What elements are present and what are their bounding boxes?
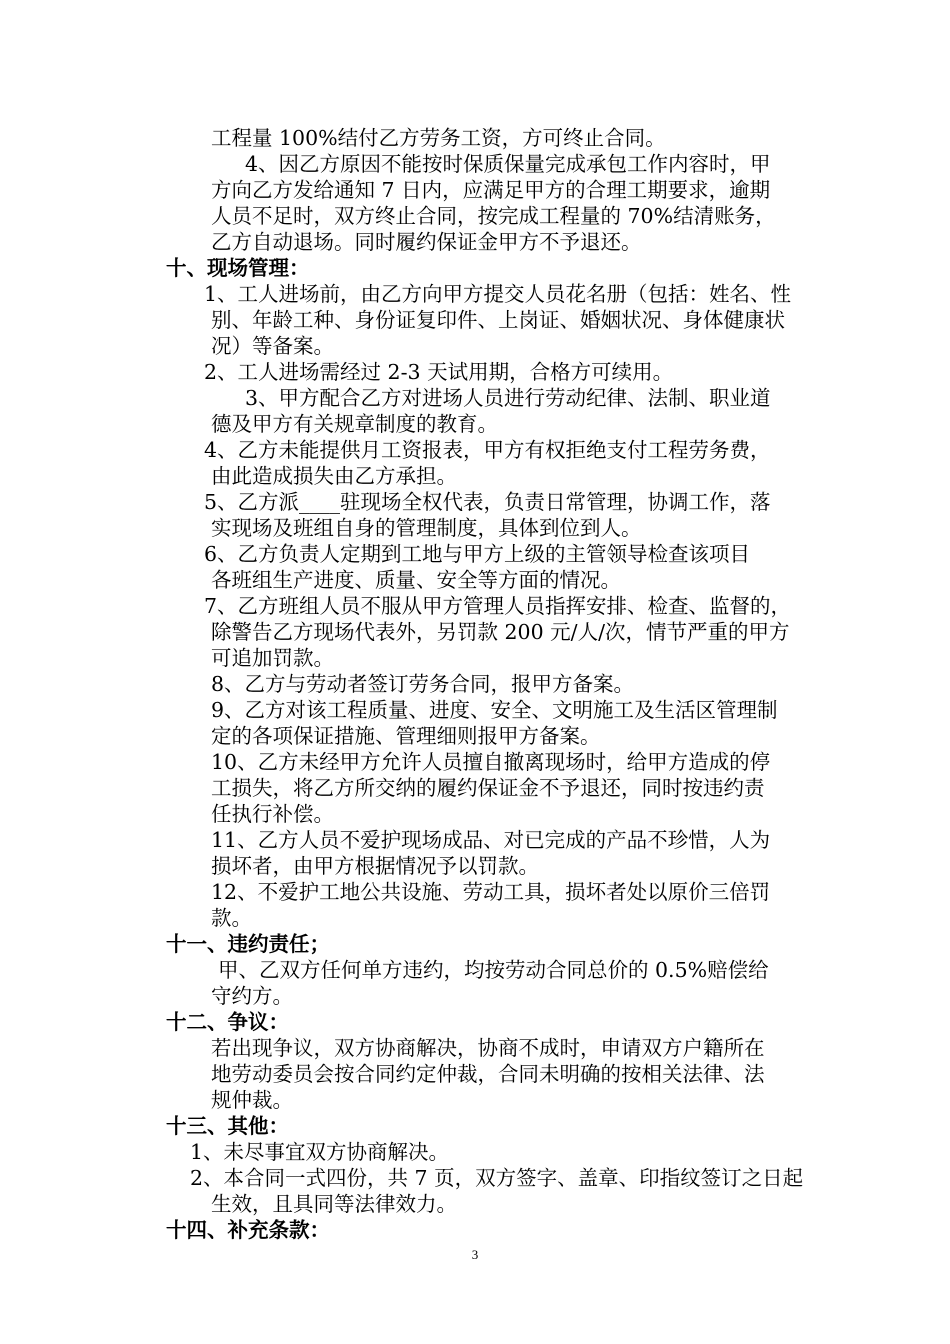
section-heading-10: 十、现场管理： [166,256,310,280]
text-line: 实现场及班组自身的管理制度，具体到位到人。 [211,516,642,540]
text-line: 德及甲方有关规章制度的教育。 [211,412,498,436]
text-line: 1、工人进场前，由乙方向甲方提交人员花名册（包括：姓名、性 [204,282,792,306]
text-line: 9、乙方对该工程质量、进度、安全、文明施工及生活区管理制 [211,698,778,722]
text-line: 除警告乙方现场代表外，另罚款 200 元/人/次，情节严重的甲方 [211,620,790,644]
text-line: 8、乙方与劳动者签订劳务合同，报甲方备案。 [211,672,635,696]
text-line: 7、乙方班组人员不服从甲方管理人员指挥安排、检查、监督的， [204,594,792,618]
text-line: 任执行补偿。 [211,802,334,826]
text-line: 由此造成损失由乙方承担。 [211,464,457,488]
text-line: 4、乙方未能提供月工资报表，甲方有权拒绝支付工程劳务费， [204,438,771,462]
section-heading-14: 十四、补充条款： [166,1218,330,1242]
text-line: 人员不足时，双方终止合同，按完成工程量的 70%结清账务， [211,204,776,228]
section-heading-12: 十二、争议： [166,1010,289,1034]
text-line: 工损失，将乙方所交纳的履约保证金不予退还，同时按违约责 [211,776,765,800]
text-line: 定的各项保证措施、管理细则报甲方备案。 [211,724,601,748]
text-line: 2、工人进场需经过 2-3 天试用期，合格方可续用。 [204,360,674,384]
text-line: 各班组生产进度、质量、安全等方面的情况。 [211,568,621,592]
text-line: 守约方。 [211,984,293,1008]
text-line: 若出现争议，双方协商解决，协商不成时，申请双方户籍所在 [211,1036,765,1060]
section-heading-11: 十一、违约责任； [166,932,330,956]
text-line: 甲、乙双方任何单方违约，均按劳动合同总价的 0.5%赔偿给 [218,958,769,982]
text-line: 12、不爱护工地公共设施、劳动工具，损坏者处以原价三倍罚 [211,880,771,904]
text-line: 生效，且具同等法律效力。 [211,1192,457,1216]
text-line: 5、乙方派____驻现场全权代表，负责日常管理，协调工作，落 [204,490,771,514]
text-line: 地劳动委员会按合同约定仲裁，合同未明确的按相关法律、法 [211,1062,765,1086]
text-line: 规仲裁。 [211,1088,293,1112]
text-line: 损坏者，由甲方根据情况予以罚款。 [211,854,539,878]
text-line: 可追加罚款。 [211,646,334,670]
page-number: 3 [471,1247,479,1262]
text-line: 11、乙方人员不爱护现场成品、对已完成的产品不珍惜，人为 [211,828,771,852]
text-line: 况）等备案。 [211,334,334,358]
text-line: 6、乙方负责人定期到工地与甲方上级的主管领导检查该项目 [204,542,751,566]
text-line: 款。 [211,906,252,930]
section-heading-13: 十三、其他： [166,1114,289,1138]
text-line: 别、年龄工种、身份证复印件、上岗证、婚姻状况、身体健康状 [211,308,785,332]
text-line: 工程量 100%结付乙方劳务工资，方可终止合同。 [211,126,666,150]
text-line: 10、乙方未经甲方允许人员擅自撤离现场时，给甲方造成的停 [211,750,771,774]
text-line: 3、甲方配合乙方对进场人员进行劳动纪律、法制、职业道 [245,386,771,410]
text-line: 1、未尽事宜双方协商解决。 [190,1140,450,1164]
text-line: 方向乙方发给通知 7 日内，应满足甲方的合理工期要求，逾期 [211,178,771,202]
text-line: 2、本合同一式四份，共 7 页，双方签字、盖章、印指纹签订之日起 [190,1166,804,1190]
text-line: 乙方自动退场。同时履约保证金甲方不予退还。 [211,230,642,254]
text-line: 4、因乙方原因不能按时保质保量完成承包工作内容时，甲 [245,152,771,176]
